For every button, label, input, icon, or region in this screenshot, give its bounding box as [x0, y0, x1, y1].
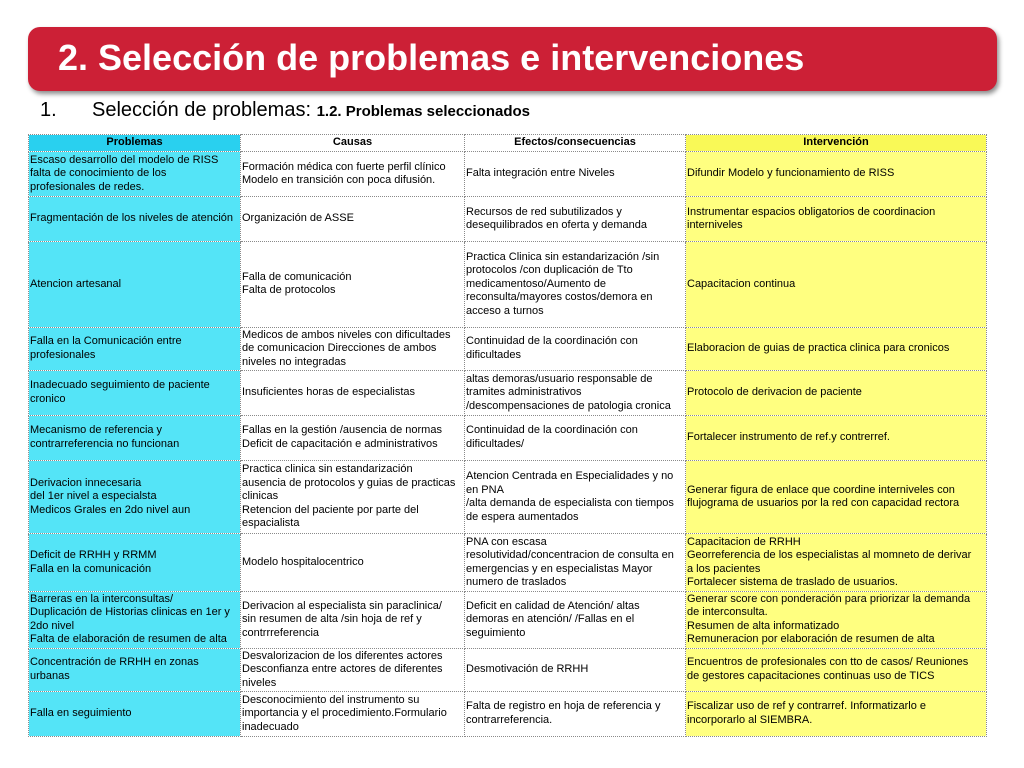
- cell-intervencion: Capacitacion continua: [686, 242, 987, 328]
- cell-causa: Derivacion al especialista sin paraclinica/ sin resumen de alta /sin hoja de ref y contrrreferencia: [241, 591, 465, 648]
- problems-table: [28, 134, 987, 737]
- table-row: [29, 152, 987, 197]
- cell-problema: Falla en seguimiento: [29, 691, 241, 736]
- cell-intervencion: Capacitacion de RRHH Georreferencia de los especialistas al momneto de derivar a los pacientes Fortalecer sistema de traslado de usuarios.: [686, 534, 987, 591]
- cell-intervencion: Instrumentar espacios obligatorios de coordinacion interniveles: [686, 197, 987, 242]
- cell-intervencion: Generar figura de enlace que coordine interniveles con flujograma de usuarios por la red con capacidad rectora: [686, 460, 987, 534]
- header-efectos: Efectos/consecuencias: [465, 135, 686, 152]
- cell-intervencion: Generar score con ponderación para priorizar la demanda de interconsulta. Resumen de alta informatizado Remuneracion por elaboración de resumen de alta: [686, 591, 987, 648]
- cell-causa: Medicos de ambos niveles con dificultades de comunicacion Direcciones de ambos niveles no integradas: [241, 327, 465, 370]
- header-intervencion: Intervención: [686, 135, 987, 152]
- cell-intervencion: Encuentros de profesionales con tto de casos/ Reuniones de gestores capacitaciones continuas uso de TICS: [686, 649, 987, 692]
- cell-problema: Deficit de RRHH y RRMM Falla en la comunicación: [29, 534, 241, 591]
- cell-problema: Inadecuado seguimiento de paciente cronico: [29, 370, 241, 415]
- cell-problema: Derivacion innecesaria del 1er nivel a especialsta Medicos Grales en 2do nivel aun: [29, 460, 241, 534]
- header-problemas: Problemas: [29, 135, 241, 152]
- cell-causa: Organización de ASSE: [241, 197, 465, 242]
- cell-efecto: Desmotivación de RRHH: [465, 649, 686, 692]
- cell-efecto: Practica Clinica sin estandarización /sin protocolos /con duplicación de Tto medicamentoso/Aumento de reconsulta/mayores costos/demora en acceso a turnos: [465, 242, 686, 328]
- cell-causa: Desconocimiento del instrumento su importancia y el procedimiento.Formulario inadecuado: [241, 691, 465, 736]
- table-row: [29, 649, 987, 692]
- cell-efecto: Falta integración entre Niveles: [465, 152, 686, 197]
- cell-causa: Practica clinica sin estandarización ausencia de protocolos y guias de practicas clinicas Retencion del paciente por parte del espacialista: [241, 460, 465, 534]
- cell-problema: Mecanismo de referencia y contrarreferencia no funcionan: [29, 415, 241, 460]
- table-row: [29, 691, 987, 736]
- cell-causa: Desvalorizacion de los diferentes actores Desconfianza entre actores de diferentes niveles: [241, 649, 465, 692]
- cell-causa: Falla de comunicación Falta de protocolos: [241, 242, 465, 328]
- title-banner: [28, 27, 997, 91]
- cell-efecto: PNA con escasa resolutividad/concentracion de consulta en emergencias y en especialistas Mayor numero de traslados: [465, 534, 686, 591]
- cell-efecto: Continuidad de la coordinación con dificultades/: [465, 415, 686, 460]
- table-row: [29, 197, 987, 242]
- cell-intervencion: Fortalecer instrumento de ref.y contrerref.: [686, 415, 987, 460]
- table-row: [29, 415, 987, 460]
- table-body: [29, 152, 987, 737]
- subtitle-text: Selección de problemas:: [92, 99, 312, 121]
- cell-causa: Formación médica con fuerte perfil clínico Modelo en transición con poca difusión.: [241, 152, 465, 197]
- table-row: [29, 370, 987, 415]
- cell-problema: Barreras en la interconsultas/ Duplicación de Historias clinicas en 1er y 2do nivel Falta de elaboración de resumen de alta: [29, 591, 241, 648]
- cell-efecto: Continuidad de la coordinación con dificultades: [465, 327, 686, 370]
- cell-causa: Fallas en la gestión /ausencia de normas Deficit de capacitación e administrativos: [241, 415, 465, 460]
- subtitle-number: 1.: [40, 99, 57, 121]
- cell-problema: Falla en la Comunicación entre profesionales: [29, 327, 241, 370]
- subtitle: [40, 99, 530, 122]
- table-row: [29, 534, 987, 591]
- cell-problema: Concentración de RRHH en zonas urbanas: [29, 649, 241, 692]
- subtitle-bold: 1.2. Problemas seleccionados: [316, 103, 531, 120]
- cell-efecto: Atencion Centrada en Especialidades y no en PNA /alta demanda de especialista con tiempos de espera aumentados: [465, 460, 686, 534]
- cell-intervencion: Elaboracion de guias de practica clinica para cronicos: [686, 327, 987, 370]
- cell-causa: Insuficientes horas de especialistas: [241, 370, 465, 415]
- cell-efecto: Falta de registro en hoja de referencia y contrarreferencia.: [465, 691, 686, 736]
- table-row: [29, 242, 987, 328]
- table-row: [29, 460, 987, 534]
- cell-efecto: Recursos de red subutilizados y desequilibrados en oferta y demanda: [465, 197, 686, 242]
- table-row: [29, 591, 987, 648]
- cell-causa: Modelo hospitalocentrico: [241, 534, 465, 591]
- cell-intervencion: Fiscalizar uso de ref y contrarref. Informatizarlo e incorporarlo al SIEMBRA.: [686, 691, 987, 736]
- table-header-row: [29, 135, 987, 152]
- cell-efecto: altas demoras/usuario responsable de tramites administrativos /descompensaciones de patologia cronica: [465, 370, 686, 415]
- cell-problema: Escaso desarrollo del modelo de RISS falta de conocimiento de los profesionales de redes.: [29, 152, 241, 197]
- cell-problema: Fragmentación de los niveles de atención: [29, 197, 241, 242]
- cell-problema: Atencion artesanal: [29, 242, 241, 328]
- slide-title: 2. Selección de problemas e intervenciones: [58, 37, 805, 78]
- cell-intervencion: Difundir Modelo y funcionamiento de RISS: [686, 152, 987, 197]
- cell-intervencion: Protocolo de derivacion de paciente: [686, 370, 987, 415]
- header-causas: Causas: [241, 135, 465, 152]
- cell-efecto: Deficit en calidad de Atención/ altas demoras en atención/ /Fallas en el seguimiento: [465, 591, 686, 648]
- table-row: [29, 327, 987, 370]
